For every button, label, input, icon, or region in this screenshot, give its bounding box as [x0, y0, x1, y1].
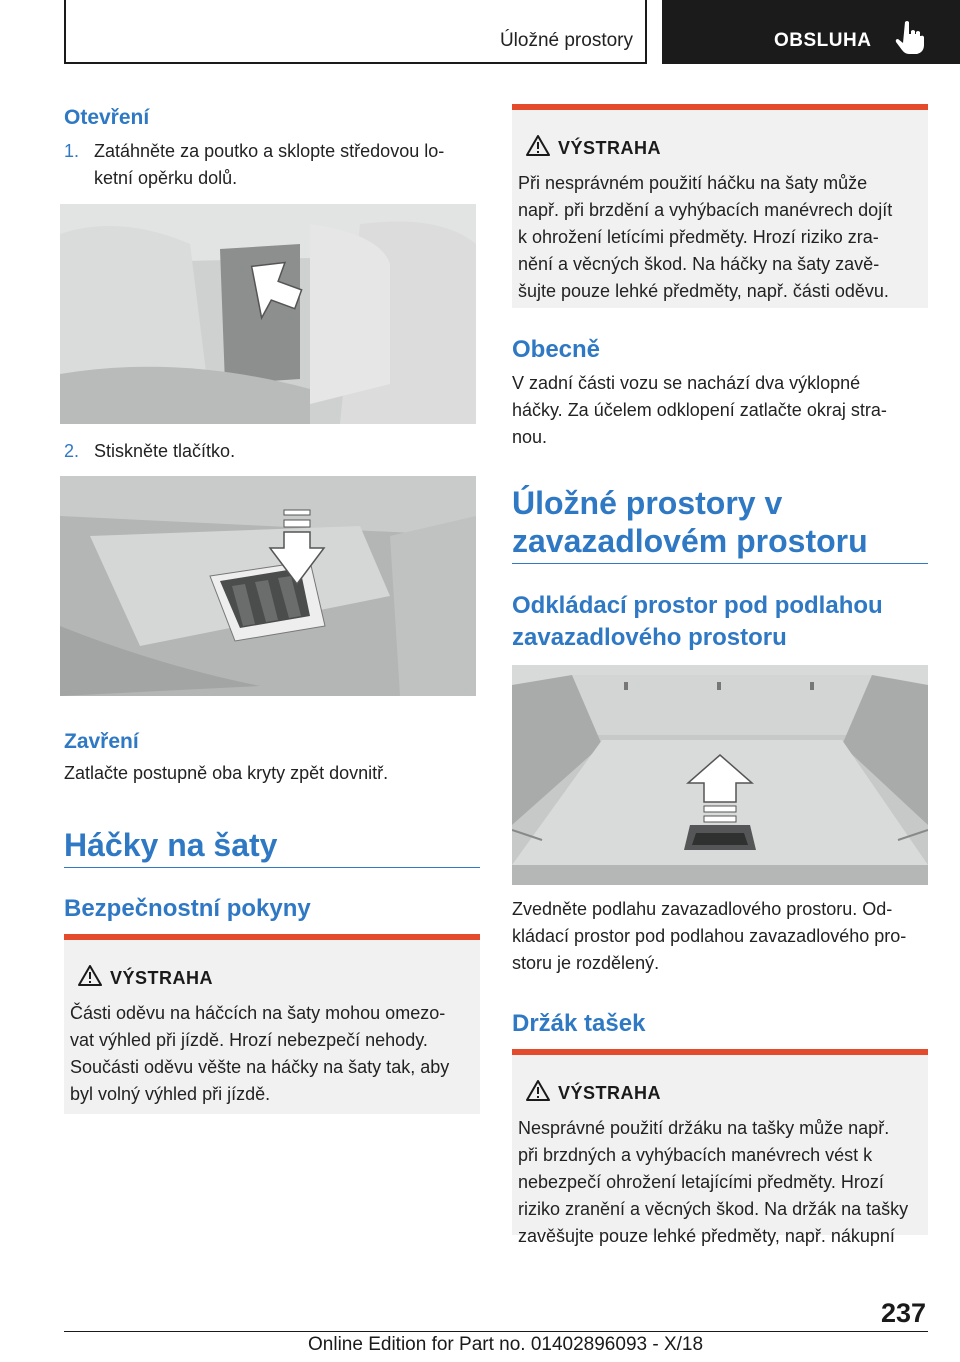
step-1-number: 1.	[64, 141, 80, 161]
closing-text: Zatlačte postupně oba kryty zpět dovnitř.	[64, 763, 389, 783]
pointing-hand-icon	[894, 20, 924, 54]
step-2-line1: Stiskněte tlačítko.	[94, 441, 236, 461]
hooks-heading-rule	[64, 867, 480, 868]
header-chapter-tab	[662, 0, 960, 64]
warning-line: riziko zranění a věcných škod. Na držák na tašky	[518, 1199, 909, 1219]
warning-triangle-icon	[78, 964, 102, 986]
warning-line: Části oděvu na háčcích na šaty mohou omezo-	[70, 1003, 446, 1023]
underfloor-heading-line2: zavazadlového prostoru	[512, 624, 787, 651]
footer-rule	[64, 1331, 928, 1332]
general-line: háčky. Za účelem odklopení zatlačte okraj stra-	[512, 400, 887, 420]
warning-line: nebezpečí ohrožení letajícími předměty. Hrozí	[518, 1172, 884, 1192]
armrest-button-photo	[60, 476, 476, 696]
warning-line: k ohrožení letícími předměty. Hrozí riziko zra-	[518, 227, 879, 247]
step-2-number: 2.	[64, 441, 80, 461]
underfloor-heading	[512, 590, 883, 654]
warning-line: šujte pouze lehké předměty, např. části oděvu.	[518, 281, 889, 301]
underfloor-line: Zvedněte podlahu zavazadlového prostoru. Od-	[512, 899, 893, 919]
step-1	[64, 138, 494, 192]
rear-seat-armrest-photo	[60, 204, 476, 424]
general-line: nou.	[512, 427, 548, 447]
warning-text	[518, 1115, 922, 1250]
safety-heading: Bezpečnostní pokyny	[64, 895, 311, 922]
general-line: V zadní části vozu se nachází dva výklopné	[512, 373, 861, 393]
warning-line: Při nesprávném použití háčku na šaty může	[518, 173, 868, 193]
storage-heading-line2: zavazadlovém prostoru	[512, 523, 868, 559]
warning-text	[518, 170, 922, 305]
warning-line: zavěšujte pouze lehké předměty, např. nákupní	[518, 1226, 895, 1246]
storage-heading-rule	[512, 563, 928, 564]
edition-text: Online Edition for Part no. 01402896093 - X/18	[308, 1334, 704, 1355]
storage-heading-line1: Úložné prostory v	[512, 485, 783, 521]
warning-text	[70, 1000, 474, 1108]
step-2	[64, 438, 494, 465]
storage-heading	[512, 484, 868, 560]
step-1-line1: Zatáhněte za poutko a sklopte středovou lo-	[94, 141, 445, 161]
header-section-tab	[64, 0, 647, 64]
underfloor-heading-line1: Odkládací prostor pod podlahou	[512, 592, 883, 619]
step-1-line2: ketní opěrku dolů.	[94, 168, 238, 188]
closing-heading: Zavření	[64, 730, 139, 753]
warning-triangle-icon	[526, 134, 550, 156]
bag-holder-heading: Držák tašek	[512, 1010, 646, 1037]
warning-box-bag-holder	[512, 1049, 928, 1246]
luggage-floor-photo	[512, 665, 928, 885]
warning-line: vat výhled při jízdě. Hrozí nebezpečí nehody.	[70, 1030, 428, 1050]
warning-line: Součásti oděvu věšte na háčky na šaty tak, aby	[70, 1057, 450, 1077]
general-heading: Obecně	[512, 336, 601, 363]
warning-triangle-icon	[526, 1079, 550, 1101]
warning-title: VÝSTRAHA	[558, 138, 662, 158]
underfloor-line: kládací prostor pod podlahou zavazadlového pro-	[512, 926, 907, 946]
page-number: 237	[880, 1298, 926, 1328]
warning-line: byl volný výhled při jízdě.	[70, 1084, 271, 1104]
warning-box-hooks	[64, 934, 480, 1114]
warning-line: při brzdných a vyhýbacích manévrech vést k	[518, 1145, 873, 1165]
general-text	[512, 370, 928, 451]
warning-line: nění a věcných škod. Na háčky na šaty zavě-	[518, 254, 880, 274]
header-chapter-title: OBSLUHA	[774, 30, 872, 51]
warning-title: VÝSTRAHA	[558, 1083, 662, 1103]
underfloor-text	[512, 896, 932, 977]
header-section-title: Úložné prostory	[499, 30, 633, 51]
warning-line: Nesprávné použití držáku na tašky může např.	[518, 1118, 890, 1138]
warning-box-hook-usage	[512, 104, 928, 308]
warning-title: VÝSTRAHA	[110, 968, 214, 988]
underfloor-line: storu je rozdělený.	[512, 953, 660, 973]
warning-line: např. při brzdění a vyhýbacích manévrech dojít	[518, 200, 893, 220]
hooks-heading: Háčky na šaty	[64, 827, 278, 863]
opening-heading: Otevření	[64, 106, 150, 129]
